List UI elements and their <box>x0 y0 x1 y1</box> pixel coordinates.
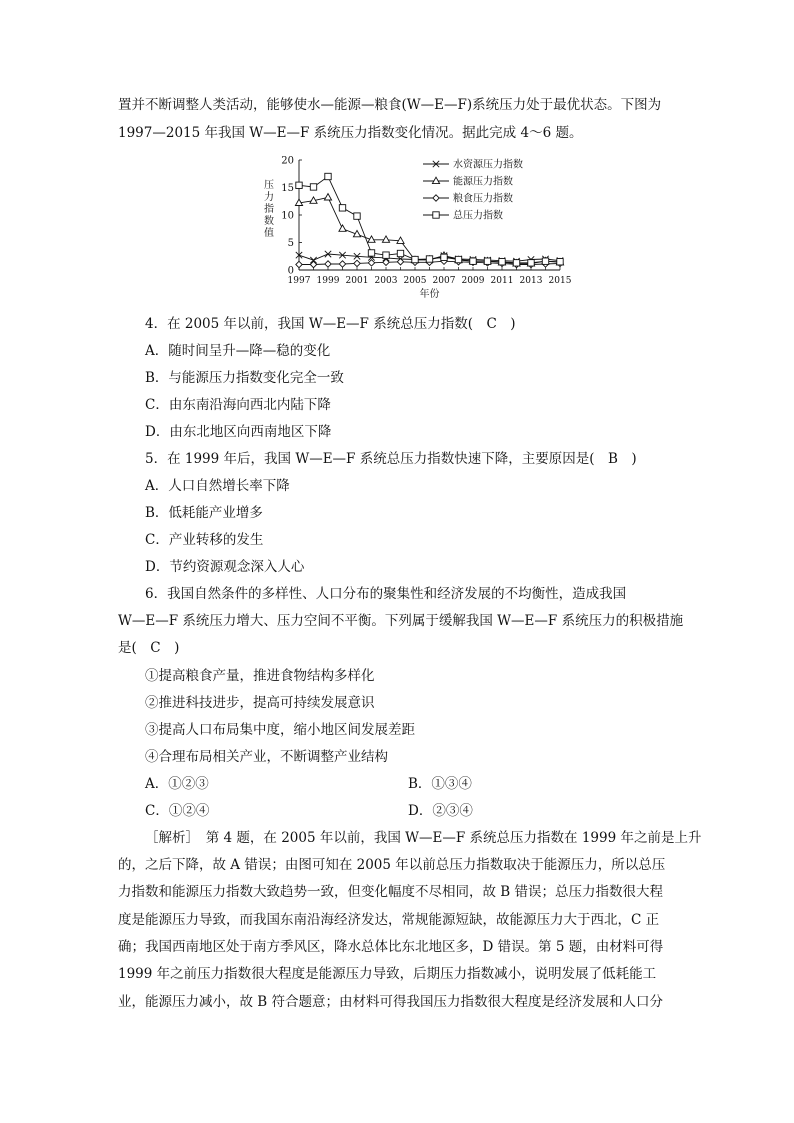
series-4-point <box>354 213 360 219</box>
series-4-point <box>470 258 476 264</box>
legend-marker <box>433 195 439 201</box>
q5-option-d: D．节约资源观念深入人心 <box>145 559 305 575</box>
series-3-point <box>296 261 302 267</box>
series-4-point <box>325 173 331 179</box>
analysis-line-2: 的，之后下降，故 A 错误；由图可知在 2005 年以前总压力指数取决于能源压力，所以总压 <box>118 857 666 873</box>
q5-option-b: B．低耗能产业增多 <box>145 505 263 521</box>
analysis-line-7: 业，能源压力减小，故 B 符合题意；由材料可得我国压力指数很大程度是经济发展和人口分 <box>118 994 664 1010</box>
x-tick-label: 2003 <box>374 276 398 286</box>
analysis-line-1: ［解析］ 第 4 题，在 2005 年以前，我国 W—E—F 系统总压力指数在 1999 年之前是上升 <box>145 830 702 846</box>
series-4-point <box>528 260 534 266</box>
x-tick-label: 2005 <box>403 276 427 286</box>
series-3-point <box>325 261 331 267</box>
series-4-point <box>412 256 418 262</box>
legend-marker <box>432 177 439 183</box>
q4-option-c: C．由东南沿海向西北内陆下降 <box>145 397 331 413</box>
x-tick-label: 2007 <box>432 276 456 286</box>
series-4-point <box>397 250 403 256</box>
legend-label: 总压力指数 <box>453 210 503 222</box>
q6-option-d: D．②③④ <box>408 803 473 819</box>
series-2-point <box>339 225 346 231</box>
series-4-point <box>296 182 302 188</box>
x-tick-label: 2009 <box>461 276 485 286</box>
series-4-point <box>339 205 345 211</box>
legend-marker <box>433 212 439 218</box>
x-tick-label: 1997 <box>287 276 311 286</box>
x-tick-label: 2011 <box>490 276 514 286</box>
series-2-point <box>324 194 331 200</box>
q6-option-a: A．①②③ <box>145 776 209 792</box>
q6-option-b: B．①③④ <box>408 776 472 792</box>
series-line-2 <box>299 197 560 263</box>
legend-label: 能源压力指数 <box>453 176 513 188</box>
q4-option-d: D．由东北地区向西南地区下降 <box>145 424 332 440</box>
q4-option-b: B．与能源压力指数变化完全一致 <box>145 370 344 386</box>
q5-stem: 5．在 1999 年后，我国 W—E—F 系统总压力指数快速下降，主要原因是( B ) <box>145 451 637 467</box>
q6-item-4: ④合理布局相关产业，不断调整产业结构 <box>145 749 388 765</box>
series-4-point <box>310 184 316 190</box>
x-tick-label: 2001 <box>345 276 369 286</box>
series-4-point <box>542 258 548 264</box>
series-4-point <box>557 259 563 265</box>
legend-label: 粮食压力指数 <box>453 193 513 205</box>
y-tick-label: 20 <box>281 155 294 167</box>
q6-stem-line-2: W—E—F 系统压力增大、压力空间不平衡。下列属于缓解我国 W—E—F 系统压力的积极措施 <box>118 613 684 629</box>
analysis-line-4: 度是能源压力导致，而我国东南沿海经济发达，常规能源短缺，故能源压力大于西北，C 正 <box>118 912 660 928</box>
y-tick-label: 5 <box>287 238 294 249</box>
q6-option-c: C．①②④ <box>145 803 210 819</box>
q6-item-1: ①提高粮食产量，推进食物结构多样化 <box>145 668 375 684</box>
intro-line-1: 置并不断调整人类活动，能够使水—能源—粮食(W—E—F)系统压力处于最优状态。下图为 <box>118 97 662 113</box>
series-4-point <box>368 250 374 256</box>
q6-item-2: ②推进科技进步，提高可持续发展意识 <box>145 695 375 711</box>
q6-item-3: ③提高人口布局集中度，缩小地区间发展差距 <box>145 722 415 738</box>
series-3-point <box>354 260 360 266</box>
analysis-line-5: 确；我国西南地区处于南方季风区，降水总体比东北地区多，D 错误。第 5 题，由材料可得 <box>118 939 664 955</box>
x-tick-label: 2013 <box>519 276 543 286</box>
x-axis-title: 年份 <box>419 289 440 300</box>
x-tick-label: 1999 <box>316 276 340 286</box>
series-2-point <box>382 236 389 242</box>
y-tick-label: 15 <box>281 183 294 194</box>
pressure-index-chart <box>255 152 575 302</box>
analysis-line-6: 1999 年之前压力指数很大程度是能源压力导致，后期压力指数减小，说明发展了低耗能工 <box>118 966 657 982</box>
q6-stem-line-3: 是( C ) <box>118 640 180 656</box>
y-axis-title: 压力指数值 <box>264 180 274 239</box>
legend-label: 水资源压力指数 <box>453 159 523 171</box>
x-tick-label: 2015 <box>548 276 572 286</box>
intro-line-2: 1997—2015 年我国 W—E—F 系统压力指数变化情况。据此完成 4～6 题。 <box>118 125 583 141</box>
series-4-point <box>455 256 461 262</box>
series-3-point <box>339 261 345 267</box>
q6-stem-line-1: 6．我国自然条件的多样性、人口分布的聚集性和经济发展的不均衡性，造成我国 <box>145 586 627 602</box>
series-4-point <box>426 256 432 262</box>
series-4-point <box>499 259 505 265</box>
series-4-point <box>441 254 447 260</box>
series-4-point <box>383 252 389 258</box>
analysis-line-3: 力指数和能源压力指数大致趋势一致，但变化幅度不尽相同，故 B 错误；总压力指数很大程 <box>118 884 664 900</box>
series-4-point <box>513 260 519 266</box>
y-tick-label: 0 <box>287 265 294 277</box>
chart-svg <box>255 152 575 302</box>
q5-option-c: C．产业转移的发生 <box>145 532 264 548</box>
q5-option-a: A．人口自然增长率下降 <box>145 478 290 494</box>
q4-option-a: A．随时间呈升—降—稳的变化 <box>145 343 331 359</box>
y-tick-label: 10 <box>281 210 294 222</box>
q4-stem: 4．在 2005 年以前，我国 W—E—F 系统总压力指数( C ) <box>145 316 516 332</box>
series-3-point <box>368 260 374 266</box>
series-4-point <box>484 258 490 264</box>
